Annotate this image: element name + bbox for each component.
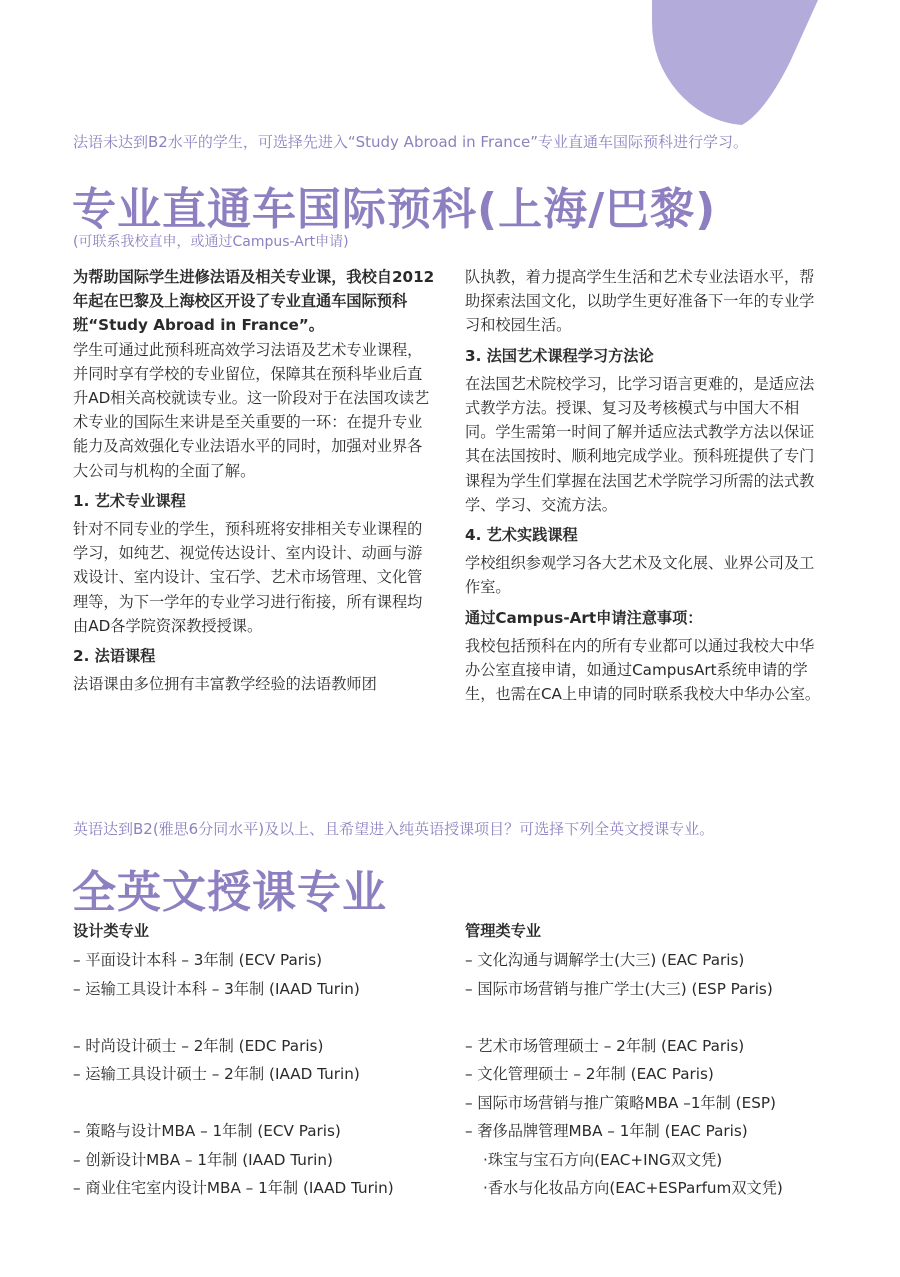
art-courses-paragraph: 针对不同专业的学生，预科班将安排相关专业课程的学习，如纯艺、视觉传达设计、室内设计、动画与游戏设计、室内设计、宝石学、艺术市场管理、文化管理等，为下一学年的专业学习进行衔接，所有课程均由AD各学院资深教授授课。 — [73, 520, 423, 635]
heading-art-courses: 1. 艺术专业课程 — [73, 491, 186, 510]
list-item: – 时尚设计硕士 – 2年制 (EDC Paris) — [73, 1036, 324, 1055]
english-programs-title: 全英文授课专业 — [72, 867, 387, 918]
management-program-list — [465, 918, 783, 1203]
list-item: – 艺术市场管理硕士 – 2年制 (EAC Paris) — [465, 1036, 745, 1055]
list-item: – 策略与设计MBA – 1年制 (ECV Paris) — [73, 1122, 341, 1140]
methodology-paragraph: 在法国艺术院校学习，比学习语言更难的，是适应法式教学方法。授课、复习及考核模式与中国大不相同。学生需第一时间了解并适应法式教学方法以保证其在法国按时、顺利地完成学业。预科班提供了专门课程为学生们掌握在法国艺术学院学习所需的法式教学、学习、交流方法。 — [465, 374, 815, 514]
list-item: – 创新设计MBA – 1年制 (IAAD Turin) — [73, 1150, 333, 1169]
management-heading: 管理类专业 — [465, 922, 541, 940]
heading-campus-art: 通过Campus-Art申请注意事项： — [465, 608, 703, 627]
french-intro: 法语未达到B2水平的学生，可选择先进入“Study Abroad in France”专业直通车国际预科进行学习。 — [73, 133, 749, 151]
overview-paragraph: 学生可通过此预科班高效学习法语及艺术专业课程，并同时享有学校的专业留位，保障其在预科毕业后直升AD相关高校就读专业。这一阶段对于在法国攻读艺术专业的国际生来讲是至关重要的一环：在提升专业能力及高效强化专业法语水平的同时，加强对业界各大公司与机构的全面了解。 — [73, 340, 430, 480]
list-subitem: ·珠宝与宝石方向(EAC+ING双文凭) — [483, 1150, 723, 1169]
left-column — [73, 265, 435, 696]
prep-title: 专业直通车国际预科(上海/巴黎) — [72, 184, 717, 235]
prep-subtitle: (可联系我校直申，或通过Campus-Art申请) — [73, 234, 349, 250]
english-intro: 英语达到B2(雅思6分同水平)及以上、且希望进入纯英语授课项目？可选择下列全英文授课专业。 — [73, 820, 715, 838]
list-item: – 商业住宅室内设计MBA – 1年制 (IAAD Turin) — [73, 1179, 394, 1197]
heading-methodology: 3. 法国艺术课程学习方法论 — [465, 346, 654, 365]
design-program-list — [73, 918, 394, 1203]
list-item: – 平面设计本科 – 3年制 (ECV Paris) — [73, 951, 323, 969]
campus-art-paragraph: 我校包括预科在内的所有专业都可以通过我校大中华办公室直接申请，如通过CampusArt系统申请的学生，也需在CA上申请的同时联系我校大中华办公室。 — [465, 636, 821, 704]
heading-practice: 4. 艺术实践课程 — [465, 526, 578, 545]
list-item: – 国际市场营销与推广学士(大三) (ESP Paris) — [465, 979, 773, 998]
right-column — [465, 265, 827, 706]
french-courses-paragraph: 法语课由多位拥有丰富教学经验的法语教师团 — [73, 675, 377, 694]
heading-french-courses: 2. 法语课程 — [73, 647, 156, 666]
design-heading: 设计类专业 — [73, 922, 149, 940]
list-item: – 奢侈品牌管理MBA – 1年制 (EAC Paris) — [465, 1122, 748, 1140]
list-item: – 文化管理硕士 – 2年制 (EAC Paris) — [465, 1065, 714, 1083]
list-item: – 国际市场营销与推广策略MBA –1年制 (ESP) — [465, 1093, 776, 1112]
list-item: – 文化沟通与调解学士(大三) (EAC Paris) — [465, 951, 745, 969]
list-subitem: ·香水与化妆品方向(EAC+ESParfum双文凭) — [483, 1179, 783, 1197]
list-item: – 运输工具设计硕士 – 2年制 (IAAD Turin) — [73, 1065, 360, 1083]
lead-paragraph: 为帮助国际学生进修法语及相关专业课，我校自2012年起在巴黎及上海校区开设了专业直通车国际预科班“Study Abroad in France”。 — [73, 268, 435, 335]
french-courses-paragraph-cont: 队执教，着力提高学生生活和艺术专业法语水平，帮助探索法国文化，以助学生更好准备下一年的专业学习和校园生活。 — [465, 268, 815, 335]
practice-paragraph: 学校组织参观学习各大艺术及文化展、业界公司及工作室。 — [465, 554, 815, 597]
list-item: – 运输工具设计本科 – 3年制 (IAAD Turin) — [73, 979, 360, 998]
